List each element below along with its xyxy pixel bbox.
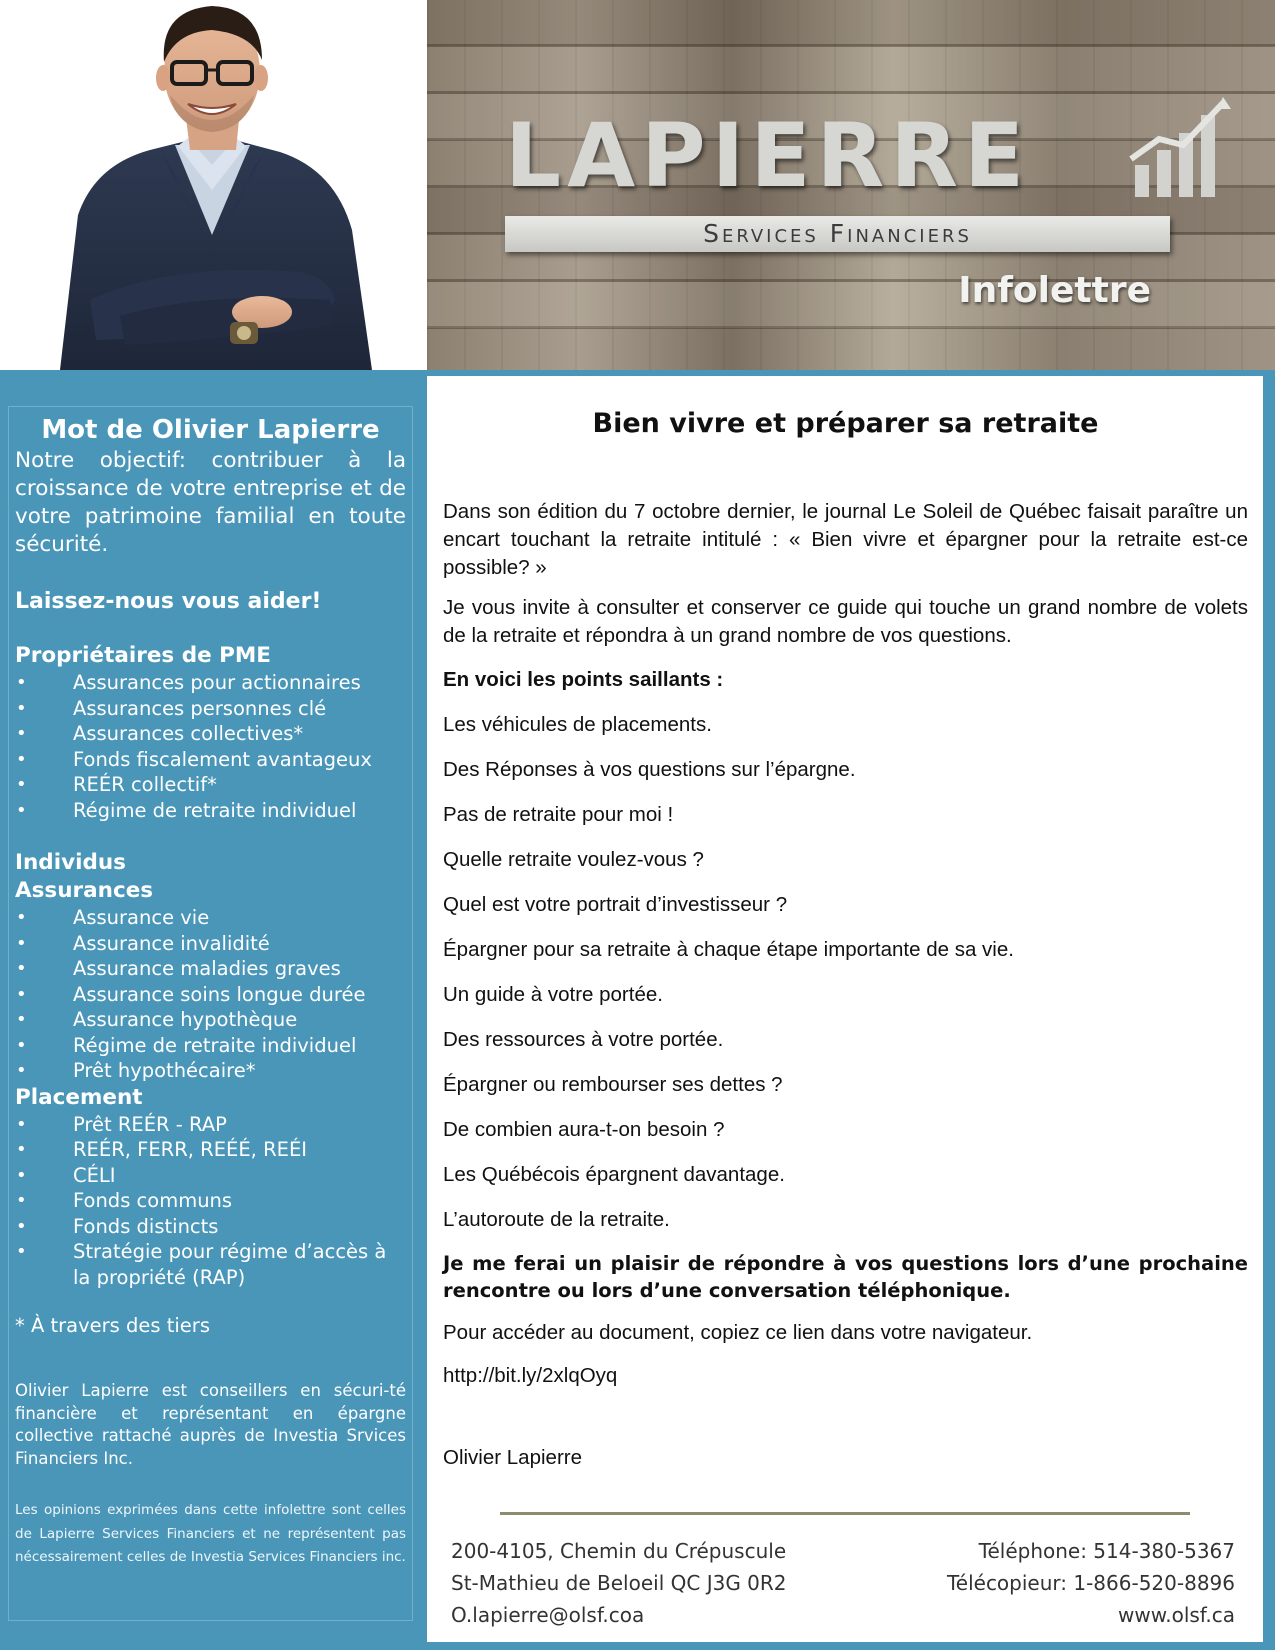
list-item: De combien aura-t-on besoin ? xyxy=(443,1118,725,1141)
list-item: • Fonds distincts xyxy=(15,1214,406,1240)
header-banner xyxy=(427,0,1275,370)
article-title: Bien vivre et préparer sa retraite xyxy=(592,408,1099,439)
list-item: • Assurances personnes clé xyxy=(15,696,406,722)
email-link[interactable]: O.lapierre@olsf.coa xyxy=(451,1603,645,1627)
article xyxy=(443,408,1248,1470)
address-line-1: 200-4105, Chemin du Crépuscule xyxy=(451,1539,787,1563)
advisor-photo xyxy=(0,0,427,370)
newsletter-label: Infolettre xyxy=(958,270,1151,311)
company-logo-subtitle: Services Financiers xyxy=(703,219,972,248)
placement-list xyxy=(15,1112,406,1291)
sidebar xyxy=(8,406,413,1621)
list-item: • Assurance maladies graves xyxy=(15,956,406,982)
section-heading-individus: Individus xyxy=(15,850,126,876)
list-item: • Assurances collectives* xyxy=(15,721,406,747)
list-item: Des Réponses à vos questions sur l’épargne. xyxy=(443,758,856,781)
list-item: • Assurance vie xyxy=(15,905,406,931)
advisor-portrait-illustration xyxy=(0,0,427,370)
website-link[interactable]: www.olsf.ca xyxy=(1117,1603,1235,1627)
list-item: • Prêt REÉR - RAP xyxy=(15,1112,406,1138)
list-item: Des ressources à votre portée. xyxy=(443,1028,724,1051)
intro-paragraph-1: Dans son édition du 7 octobre dernier, le journal Le Soleil de Québec faisait paraître un encart touchant la retraite intitulé : « Bien vivre et épargner pour la retraite est-ce possible? » xyxy=(443,500,1248,579)
points-heading: En voici les points saillants : xyxy=(443,668,724,691)
list-item: Les véhicules de placements. xyxy=(443,713,712,736)
section-heading-pme: Propriétaires de PME xyxy=(15,643,271,669)
list-item: • Assurance soins longue durée xyxy=(15,982,406,1008)
list-item: L’autoroute de la retraite. xyxy=(443,1208,670,1231)
list-item: Un guide à votre portée. xyxy=(443,983,663,1006)
phone-number: Téléphone: 514-380-5367 xyxy=(978,1539,1235,1563)
third-party-note: * À travers des tiers xyxy=(15,1314,210,1338)
footer-divider xyxy=(500,1512,1190,1515)
company-logo-plate xyxy=(505,216,1170,252)
access-instructions: Pour accéder au document, copiez ce lien dans votre navigateur. xyxy=(443,1321,1033,1344)
closing-statement: Je me ferai un plaisir de répondre à vos questions lors d’une prochaine rencontre ou lors d’une conversation téléphonique. xyxy=(443,1252,1248,1302)
list-item: Les Québécois épargnent davantage. xyxy=(443,1163,785,1186)
advisor-bio: Olivier Lapierre est conseillers en sécuri-té financière et représentant en épargne collective rattaché auprès de Investia Srvices Financiers Inc. xyxy=(15,1381,406,1468)
list-item: Pas de retraite pour moi ! xyxy=(443,803,674,826)
list-item: • CÉLI xyxy=(15,1163,406,1189)
pme-list xyxy=(15,670,406,823)
footer-contact xyxy=(947,1535,1235,1631)
fax-number: Télécopieur: 1-866-520-8896 xyxy=(946,1571,1235,1595)
signature: Olivier Lapierre xyxy=(443,1446,582,1469)
company-logo-word: LAPIERRE xyxy=(505,104,1031,207)
intro-paragraph-2: Je vous invite à consulter et conserver ce guide qui touche un grand nombre de volets de la retraite et répondra à un grand nombre de vos questions. xyxy=(443,596,1248,647)
list-item: • Stratégie pour régime d’accès à la propriété (RAP) xyxy=(15,1239,406,1290)
list-item: • Assurances pour actionnaires xyxy=(15,670,406,696)
list-item: • REÉR, FERR, REÉÉ, REÉI xyxy=(15,1137,406,1163)
list-item: • Fonds fiscalement avantageux xyxy=(15,747,406,773)
list-item: • Prêt hypothécaire* xyxy=(15,1058,406,1084)
sidebar-title: Mot de Olivier Lapierre xyxy=(41,415,380,445)
list-item: • Fonds communs xyxy=(15,1188,406,1214)
document-link[interactable]: http://bit.ly/2xlqOyq xyxy=(443,1364,618,1387)
address-line-2: St-Mathieu de Beloeil QC J3G 0R2 xyxy=(451,1571,787,1595)
list-item: • REÉR collectif* xyxy=(15,772,406,798)
list-item: • Assurance hypothèque xyxy=(15,1007,406,1033)
list-item: • Régime de retraite individuel xyxy=(15,1033,406,1059)
individus-list xyxy=(15,905,406,1084)
sidebar-intro: Notre objectif: contribuer à la croissance de votre entreprise et de votre patrimoine familial en toute sécurité. xyxy=(15,448,406,558)
growth-chart-logo-icon xyxy=(1127,95,1237,205)
list-item: Quelle retraite voulez-vous ? xyxy=(443,848,704,871)
list-item: • Régime de retraite individuel xyxy=(15,798,406,824)
points-list xyxy=(443,711,1248,1234)
sidebar-cta: Laissez-nous vous aider! xyxy=(15,589,322,615)
list-item: Épargner pour sa retraite à chaque étape importante de sa vie. xyxy=(443,938,1014,961)
list-item: • Assurance invalidité xyxy=(15,931,406,957)
list-item: Épargner ou rembourser ses dettes ? xyxy=(443,1073,783,1096)
section-heading-placement: Placement xyxy=(15,1084,143,1110)
disclaimer: Les opinions exprimées dans cette infolettre sont celles de Lapierre Services Financiers et ne représentent pas nécessairement celles de Investia Services Financiers inc. xyxy=(15,1502,406,1566)
list-item: Quel est votre portrait d’investisseur ? xyxy=(443,893,788,916)
footer-address xyxy=(451,1535,787,1631)
section-subheading-assurances: Assurances xyxy=(15,878,154,904)
